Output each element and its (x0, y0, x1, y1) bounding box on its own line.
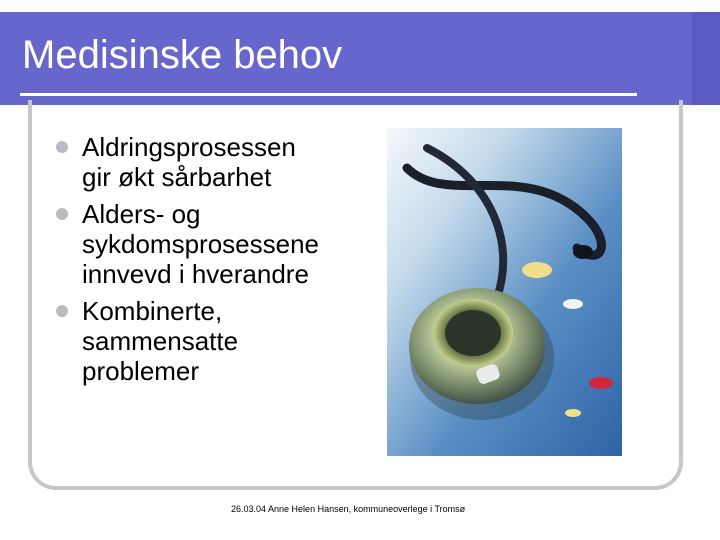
title-divider (20, 93, 637, 96)
pill-icon (565, 409, 581, 417)
bullet-dot-icon (56, 208, 68, 220)
bullet-text-line: sykdomsprosessene (82, 229, 319, 259)
bullet-text-line: gir økt sårbarhet (82, 162, 272, 192)
bullet-item (52, 199, 352, 289)
bullet-text-line: Kombinerte, (82, 296, 223, 326)
pill-icon (589, 377, 613, 389)
bullet-text-line: sammensatte (82, 326, 239, 356)
bullet-list (52, 132, 352, 393)
bullet-text-line: Alders- og (82, 199, 201, 229)
bullet-text-line: innvevd i hverandre (82, 259, 309, 289)
bullet-item (52, 132, 352, 192)
bullet-dot-icon (56, 305, 68, 317)
stethoscope-photo (387, 128, 622, 456)
bullet-dot-icon (56, 141, 68, 153)
pill-icon (522, 262, 552, 278)
slide-title: Medisinske behov (22, 33, 343, 77)
slide-footer: 26.03.04 Anne Helen Hansen, kommuneoverlege i Tromsø (231, 504, 466, 514)
bullet-text-line: Aldringsprosessen (82, 132, 296, 162)
pill-icon (563, 299, 583, 309)
title-bar-edge (692, 12, 720, 105)
bullet-item (52, 296, 352, 386)
bullet-text-line: problemer (82, 356, 200, 386)
